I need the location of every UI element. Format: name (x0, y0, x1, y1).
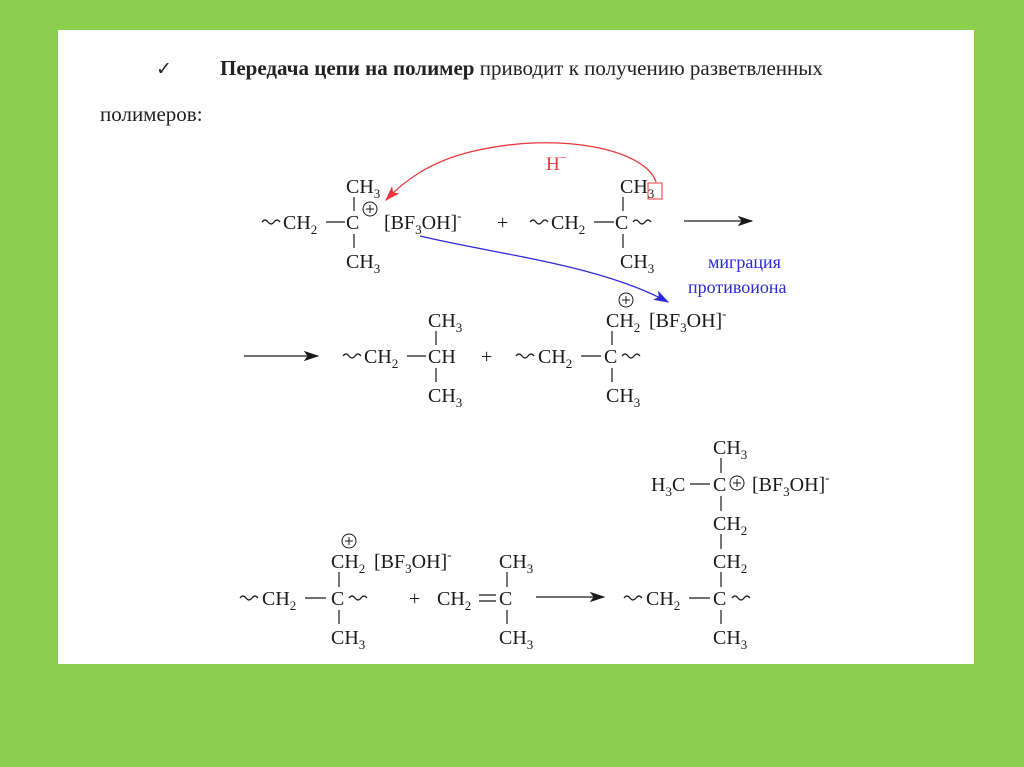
intro-second-line: полимеров: (100, 102, 203, 126)
positive-charge-icon (363, 202, 377, 216)
wavy-bond (262, 220, 280, 224)
formula-ch3: $CH_3$ (428, 385, 463, 410)
wavy-bond (530, 220, 548, 224)
formula-ch2: $CH_2$ (551, 212, 586, 237)
plus-sign: + (409, 588, 421, 610)
formula-ch3: $CH_3$ (606, 385, 641, 410)
formula-c: C (346, 212, 360, 234)
formula-ch3: $CH_3$ (331, 627, 366, 652)
plus-sign: + (481, 346, 493, 368)
formula-ch3: $CH_3$ (620, 251, 655, 276)
formula-c: C (713, 474, 727, 496)
formula-ch3: $CH_3$ (713, 627, 748, 652)
checkmark-icon: ✓ (156, 58, 172, 80)
hydride-label: H− (546, 150, 568, 175)
formula-ch2: $CH_2$ (713, 551, 748, 576)
formula-ch3: $CH_3$ (346, 176, 381, 201)
formula-ch3: $CH_3$ (499, 627, 534, 652)
positive-charge-icon (730, 476, 744, 490)
wavy-bond (240, 596, 258, 600)
counterion: $[BF_3OH]^-$ (649, 306, 727, 335)
formula-ch2: $CH_2$ (331, 551, 366, 576)
wavy-bond (349, 596, 367, 600)
formula-ch2: $CH_2$ (262, 588, 297, 613)
formula-ch2: $CH_2$ (437, 588, 472, 613)
wavy-bond (622, 354, 640, 358)
formula-ch2: $CH_2$ (606, 310, 641, 335)
row2-products (244, 293, 727, 410)
formula-c: C (499, 588, 513, 610)
row1-reactants (262, 176, 752, 276)
intro-bold-text: Передача цепи на полимер (220, 56, 475, 80)
migration-label-line2: противоиона (688, 277, 787, 297)
wavy-bond (343, 354, 361, 358)
formula-ch3: $CH_3$ (428, 310, 463, 335)
formula-ch2: $CH_2$ (646, 588, 681, 613)
formula-c: C (615, 212, 629, 234)
formula-ch2: $CH_2$ (538, 346, 573, 371)
formula-ch3: $CH_3$ (346, 251, 381, 276)
formula-ch2: $CH_2$ (283, 212, 318, 237)
migration-label-line1: миграция (708, 252, 781, 272)
formula-ch3: $CH_3$ (620, 176, 655, 201)
positive-charge-icon (619, 293, 633, 307)
formula-c: C (713, 588, 727, 610)
formula-c: C (604, 346, 618, 368)
formula-h3c: $H_3C$ (651, 474, 686, 499)
formula-ch: CH (428, 346, 456, 368)
positive-charge-icon (342, 534, 356, 548)
counterion: $[BF_3OH]^-$ (374, 547, 452, 576)
formula-ch3: $CH_3$ (499, 551, 534, 576)
intro-rest-text: приводит к получению разветвленных (474, 56, 823, 80)
counterion: $[BF_3OH]^-$ (384, 208, 462, 237)
row3-branching (240, 437, 830, 652)
plus-sign: + (497, 212, 509, 234)
counterion: $[BF_3OH]^-$ (752, 470, 830, 499)
formula-ch2: $CH_2$ (713, 513, 748, 538)
formula-ch2: $CH_2$ (364, 346, 399, 371)
wavy-bond (732, 596, 750, 600)
wavy-bond (633, 220, 651, 224)
wavy-bond (624, 596, 642, 600)
formula-c: C (331, 588, 345, 610)
hydride-transfer-arrow (386, 143, 656, 200)
wavy-bond (516, 354, 534, 358)
formula-ch3: $CH_3$ (713, 437, 748, 462)
